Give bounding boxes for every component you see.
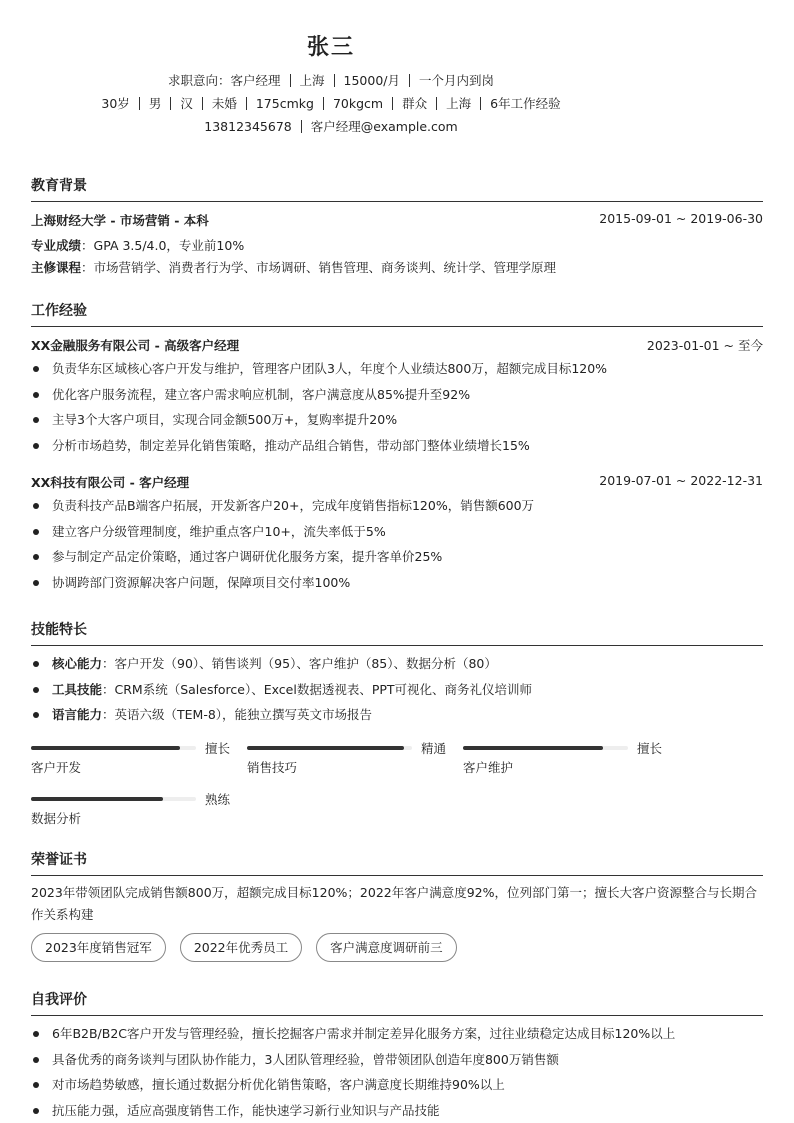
divider	[323, 97, 324, 110]
skill-bar	[463, 739, 665, 779]
job-company-title: XX金融服务有限公司 - 高级客户经理	[31, 338, 240, 353]
skill-bar-fill	[31, 797, 163, 801]
skill-bar	[31, 739, 233, 779]
age: 30岁	[101, 96, 130, 111]
residence: 上海	[446, 96, 472, 111]
weight: 70kgcm	[332, 96, 384, 111]
section-title-honors: 荣誉证书	[31, 849, 763, 876]
job-intention: 求职意向：客户经理	[167, 73, 281, 88]
self-evaluation-bullets	[31, 1025, 763, 1123]
divider	[290, 74, 291, 87]
skill-name: 数据分析	[31, 811, 82, 826]
education-dates: 2015-09-01 ~ 2019-06-30	[599, 211, 763, 226]
school-major-degree: 上海财经大学 - 市场营销 - 本科	[31, 213, 209, 228]
skill-bar-fill	[247, 746, 404, 750]
skill-level: 熟练	[205, 792, 231, 807]
skill-bar-track	[31, 746, 196, 750]
education-grades	[31, 236, 763, 254]
list-item: 分析市场趋势，制定差异化销售策略，推动产品组合销售，带动部门整体业绩增长15%	[31, 437, 763, 463]
skill-bar	[247, 739, 449, 779]
courses-label: 主修课程	[31, 260, 82, 275]
grades-label: 专业成绩	[31, 238, 82, 253]
skills-bullets	[31, 655, 763, 732]
education-row	[31, 211, 763, 229]
skill-label: 工具技能	[52, 681, 103, 697]
skill-value: ：英语六级（TEM-8），能独立撰写英文市场报告	[102, 707, 373, 722]
list-item: 参与制定产品定价策略，通过客户调研优化服务方案，提升客单价25%	[31, 548, 763, 574]
skill-level: 擅长	[637, 741, 663, 756]
intended-city: 上海	[299, 73, 325, 88]
job-bullets	[31, 497, 763, 599]
divider	[202, 97, 203, 110]
list-item: 抗压能力强，适应高强度销售工作，能快速学习新行业知识与产品技能	[31, 1102, 763, 1123]
skill-level: 擅长	[205, 741, 231, 756]
skill-bar-fill	[463, 746, 603, 750]
job-header	[31, 473, 763, 491]
skill-bar-track	[31, 797, 196, 801]
divider	[334, 74, 335, 87]
job-intention-line	[0, 71, 662, 89]
list-item: 协调跨部门资源解决客户问题，保障项目交付率100%	[31, 574, 763, 600]
ethnicity: 汉	[180, 96, 193, 111]
honor-tag: 2022年优秀员工	[180, 933, 302, 962]
divider	[480, 97, 481, 110]
skill-value: ：客户开发（90）、销售谈判（95）、客户维护（85）、数据分析（80）	[102, 656, 497, 671]
skill-bar-fill	[31, 746, 180, 750]
divider	[392, 97, 393, 110]
honors-text: 2023年带领团队完成销售额800万，超额完成目标120%；2022年客户满意度92%，位列部门第一；擅长大客户资源整合与长期合作关系构建	[31, 885, 758, 922]
skill-value: ：CRM系统（Salesforce）、Excel数据透视表、PPT可视化、商务礼仪培训师	[102, 681, 533, 697]
availability: 一个月内到岗	[419, 73, 495, 88]
divider	[170, 97, 171, 110]
divider	[139, 97, 140, 110]
marital-status: 未婚	[211, 96, 237, 111]
grades-value: ：GPA 3.5/4.0，专业前10%	[81, 238, 245, 253]
skill-bar	[31, 790, 233, 830]
list-item	[31, 706, 763, 732]
job-dates: 2023-01-01 ~ 至今	[646, 338, 763, 353]
list-item: 优化客户服务流程，建立客户需求响应机制，客户满意度从85%提升至92%	[31, 386, 763, 412]
divider	[409, 74, 410, 87]
height: 175cmkg	[255, 96, 314, 111]
skill-name: 销售技巧	[247, 760, 298, 775]
courses-value: ：市场营销学、消费者行为学、市场调研、销售管理、商务谈判、统计学、管理学原理	[81, 260, 557, 275]
list-item: 对市场趋势敏感，擅长通过数据分析优化销售策略，客户满意度长期维持90%以上	[31, 1076, 763, 1102]
divider	[246, 97, 247, 110]
skill-name: 客户开发	[31, 760, 82, 775]
list-item: 具备优秀的商务谈判与团队协作能力，3人团队管理经验，曾带领团队创造年度800万销售额	[31, 1051, 763, 1077]
email-address: 客户经理@example.com	[310, 119, 458, 134]
skill-name: 客户维护	[463, 760, 514, 775]
phone-number: 13812345678	[204, 119, 292, 134]
honor-tag: 客户满意度调研前三	[316, 933, 457, 962]
job-dates: 2019-07-01 ~ 2022-12-31	[599, 473, 763, 488]
section-title-education: 教育背景	[31, 175, 763, 202]
skill-label: 语言能力	[52, 707, 103, 722]
divider	[301, 120, 302, 133]
candidate-name: 张三	[306, 35, 355, 60]
section-title-self-evaluation: 自我评价	[31, 989, 763, 1016]
job-bullets	[31, 360, 763, 462]
honor-tags	[31, 933, 457, 962]
job-header	[31, 336, 763, 354]
list-item: 负责科技产品B端客户拓展，开发新客户20+，完成年度销售指标120%，销售额600万	[31, 497, 763, 523]
list-item: 建立客户分级管理制度，维护重点客户10+，流失率低于5%	[31, 523, 763, 549]
contact-line	[0, 117, 662, 135]
list-item	[31, 681, 763, 707]
expected-salary: 15000/月	[343, 73, 400, 88]
list-item: 6年B2B/B2C客户开发与管理经验，擅长挖掘客户需求并制定差异化服务方案，过往业绩稳定达成目标120%以上	[31, 1025, 763, 1051]
skill-bar-track	[247, 746, 412, 750]
list-item: 负责华东区域核心客户开发与维护，管理客户团队3人，年度个人业绩达800万，超额完成目标120%	[31, 360, 763, 386]
skill-bar-track	[463, 746, 628, 750]
skill-label: 核心能力	[52, 656, 103, 671]
list-item: 主导3个大客户项目，实现合同金额500万+，复购率提升20%	[31, 411, 763, 437]
education-courses	[31, 258, 763, 276]
skill-level: 精通	[421, 741, 447, 756]
honor-tag: 2023年度销售冠军	[31, 933, 166, 962]
gender: 男	[148, 96, 162, 111]
work-years: 6年工作经验	[490, 96, 561, 111]
divider	[436, 97, 437, 110]
section-title-skills: 技能特长	[31, 619, 763, 646]
personal-info-line	[0, 94, 662, 112]
list-item	[31, 655, 763, 681]
job-company-title: XX科技有限公司 - 客户经理	[31, 475, 190, 490]
political-status: 群众	[402, 96, 428, 111]
section-title-work: 工作经验	[31, 300, 763, 327]
